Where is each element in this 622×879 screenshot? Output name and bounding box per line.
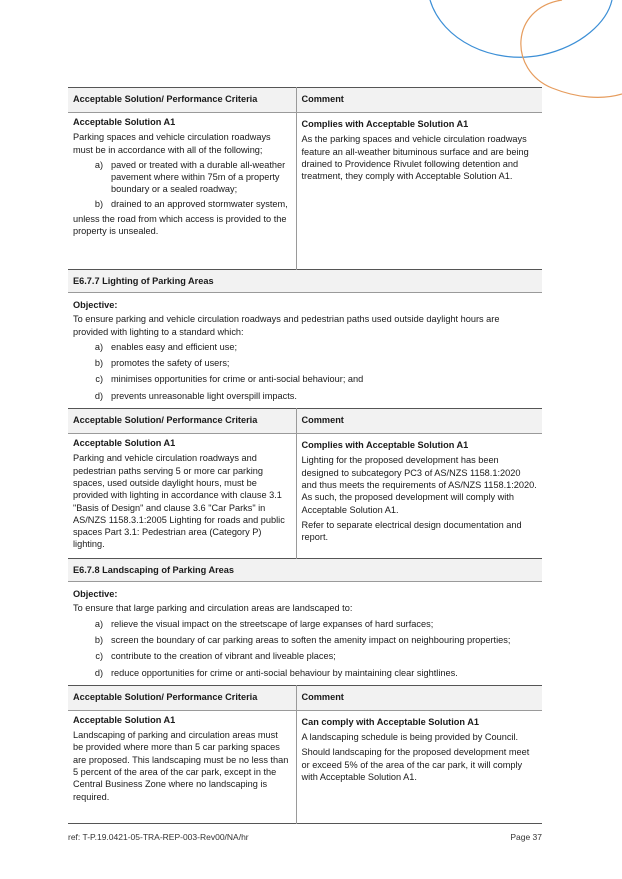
objective-text: To ensure parking and vehicle circulation roadways and pedestrian paths used outside daylight hours are provided with lighting to a standard which: [73,314,500,337]
page-number: Page 37 [510,832,542,842]
objective-lighting [68,293,542,408]
objective-list [73,341,537,402]
list-item: b) screen the boundary of car parking areas to soften the amenity impact on neighbouring properties; [94,634,511,645]
criteria-cell [68,113,296,270]
header-criteria: Acceptable Solution/ Performance Criteria [68,685,296,710]
acceptable-solution-title: Acceptable Solution A1 [73,117,176,127]
criteria-table-landscaping [68,685,542,824]
criteria-cell [68,434,296,559]
compliance-text: A landscaping schedule is being provided by Council. [301,732,519,743]
list-item: d) prevents unreasonable light overspill impacts. [94,390,297,401]
objective-list [73,618,537,679]
table-header-row [68,685,542,710]
acceptable-solution-title: Acceptable Solution A1 [73,438,176,449]
table-row [68,434,542,559]
list-item: b) promotes the safety of users; [94,358,230,369]
table-row [68,113,542,270]
criteria-table-parking-surfaces [68,87,542,270]
criteria-list [73,159,291,210]
compliance-condition: Should landscaping for the proposed development meet or exceed 5% of the area of the car park, it will comply with Acceptable Solution A1. [301,747,530,783]
comment-cell [296,710,542,823]
compliance-reference: Refer to separate electrical design documentation and report. [301,519,522,543]
list-item: c) minimises opportunities for crime or anti-social behaviour; and [95,374,364,385]
criteria-outro: unless the road from which access is provided to the property is unsealed. [73,214,287,237]
objective-text: To ensure that large parking and circulation areas are landscaped to: [73,603,353,614]
compliance-title: Complies with Acceptable Solution A1 [301,119,469,129]
objective-label: Objective: [73,300,118,310]
comment-cell [296,434,542,559]
header-comment: Comment [296,409,542,434]
table-header-row [68,409,542,434]
criteria-text: Landscaping of parking and circulation areas must be provided where more than 5 car parking spaces are proposed. This landscaping must be no less than 5 percent of the area of the car park, except in the Central Business Zone where no landscaping is required. [73,730,289,802]
orange-arc [521,0,622,97]
compliance-text: As the parking spaces and vehicle circulation roadways feature an all-weather bituminous surface and are being drained to Providence Rivulet following detention and treatment, they comply with Acceptable Solution A1. [301,134,529,182]
section-heading-lighting: E6.7.7 Lighting of Parking Areas [68,270,542,293]
acceptable-solution-title: Acceptable Solution A1 [73,714,176,725]
objective-landscaping [68,582,542,685]
objective-label: Objective: [73,589,118,600]
list-item: c) contribute to the creation of vibrant and liveable places; [95,651,336,662]
list-item: a) enables easy and efficient use; [94,341,237,352]
compliance-title: Complies with Acceptable Solution A1 [301,440,469,451]
criteria-cell [68,710,296,823]
table-row [68,710,542,823]
list-item: d) reduce opportunities for crime or anti-social behaviour by maintaining clear sightlines. [94,667,458,678]
compliance-text: Lighting for the proposed development has been designed to subcategory PC3 of AS/NZS 1158.1:2020 and thus meets the requirements of AS/NZS 1158.1:2020. As such, the proposed development will comply with Acceptable Solution A1. [301,455,537,515]
list-item: a) relieve the visual impact on the streetscape of large expanses of hard surfaces; [94,618,434,629]
header-comment: Comment [296,685,542,710]
table-header-row [68,88,542,113]
document-body [68,87,542,824]
criteria-table-lighting [68,408,542,559]
criteria-text: Parking and vehicle circulation roadways and pedestrian paths serving 5 or more car parking spaces, used outside daylight hours, must be provided with lighting in accordance with clause 3.1 "Basis of Design" and clause 3.6 "Car Parks" in AS/NZS 1158.3.1:2005 Lighting for roads and public spaces Part 3.1: Pedestrian area (Category P) lighting. [73,453,285,550]
comment-cell [296,113,542,270]
list-item: a) paved or treated with a durable all-weather pavement where within 75m of a property boundary or a sealed roadway; [94,159,286,195]
header-criteria: Acceptable Solution/ Performance Criteria [68,88,296,113]
header-comment: Comment [296,88,542,113]
document-reference: ref: T-P.19.0421-05-TRA-REP-003-Rev00/NA/hr [68,832,249,842]
section-heading-landscaping: E6.7.8 Landscaping of Parking Areas [68,559,542,582]
page-footer [68,832,542,842]
criteria-intro: Parking spaces and vehicle circulation roadways must be in accordance with all of the following; [73,132,271,155]
compliance-title: Can comply with Acceptable Solution A1 [301,716,479,727]
list-item: b) drained to an approved stormwater system, [94,198,288,209]
header-criteria: Acceptable Solution/ Performance Criteria [68,409,296,434]
